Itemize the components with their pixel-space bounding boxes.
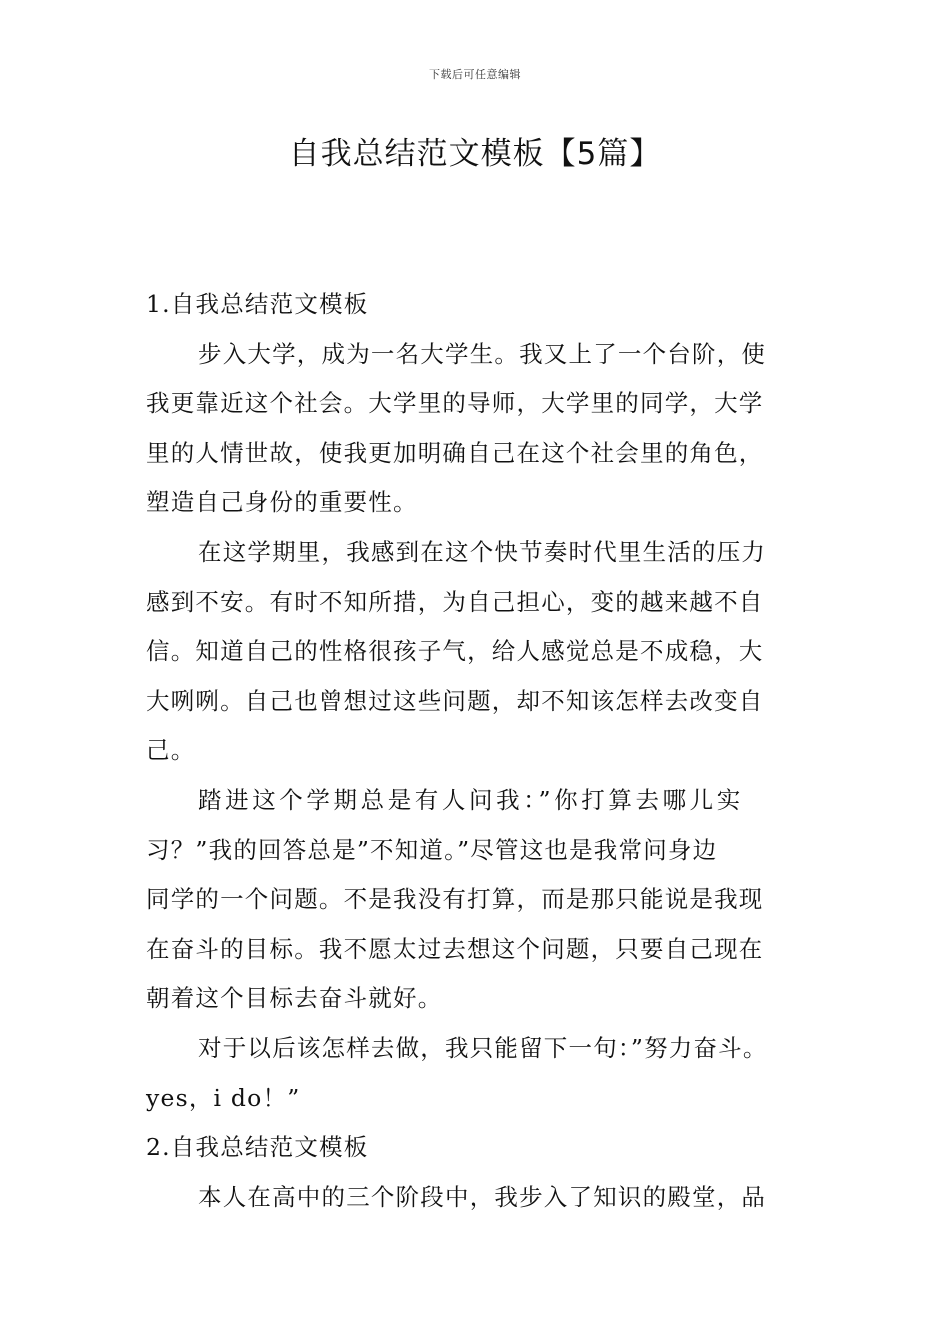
paragraph-line: yes，i do！”: [146, 1083, 301, 1112]
document-body: [146, 280, 810, 1222]
paragraph-line: 对于以后该怎样去做，我只能留下一句：”努力奋斗。: [198, 1033, 768, 1062]
paragraph-line: 本人在高中的三个阶段中，我步入了知识的殿堂，品: [198, 1182, 767, 1211]
paragraph-line: 我更靠近这个社会。大学里的导师，大学里的同学，大学: [146, 389, 764, 418]
paragraph-line: 里的人情世故，使我更加明确自己在这个社会里的角色，: [146, 438, 764, 467]
paragraph-line: 大咧咧。自己也曾想过这些问题，却不知该怎样去改变自: [146, 686, 764, 715]
paragraph-line: 信。知道自己的性格很孩子气，给人感觉总是不成稳，大: [146, 637, 764, 666]
section-heading-1: 1.自我总结范文模板: [146, 290, 369, 318]
document-title: 自我总结范文模板【5篇】: [288, 136, 662, 172]
header-note: 下载后可任意编辑: [429, 68, 521, 81]
paragraph-line: 在这学期里，我感到在这个快节奏时代里生活的压力: [198, 537, 767, 566]
paragraph-line: 朝着这个目标去奋斗就好。: [146, 984, 443, 1013]
paragraph-line: 习？”我的回答总是”不知道。”尽管这也是我常问身边: [146, 835, 718, 864]
paragraph-line: 塑造自己身份的重要性。: [146, 488, 418, 517]
paragraph-line: 感到不安。有时不知所措，为自己担心，变的越来越不自: [146, 587, 764, 616]
paragraph-line: 踏进这个学期总是有人问我：”你打算去哪儿实: [198, 785, 744, 814]
paragraph-line: 同学的一个问题。不是我没有打算，而是那只能说是我现: [146, 885, 764, 914]
paragraph-line: 在奋斗的目标。我不愿太过去想这个问题，只要自己现在: [146, 934, 764, 963]
section-heading-2: 2.自我总结范文模板: [146, 1133, 369, 1162]
paragraph-line: 己。: [146, 736, 196, 765]
paragraph-line: 步入大学，成为一名大学生。我又上了一个台阶，使: [198, 339, 767, 368]
